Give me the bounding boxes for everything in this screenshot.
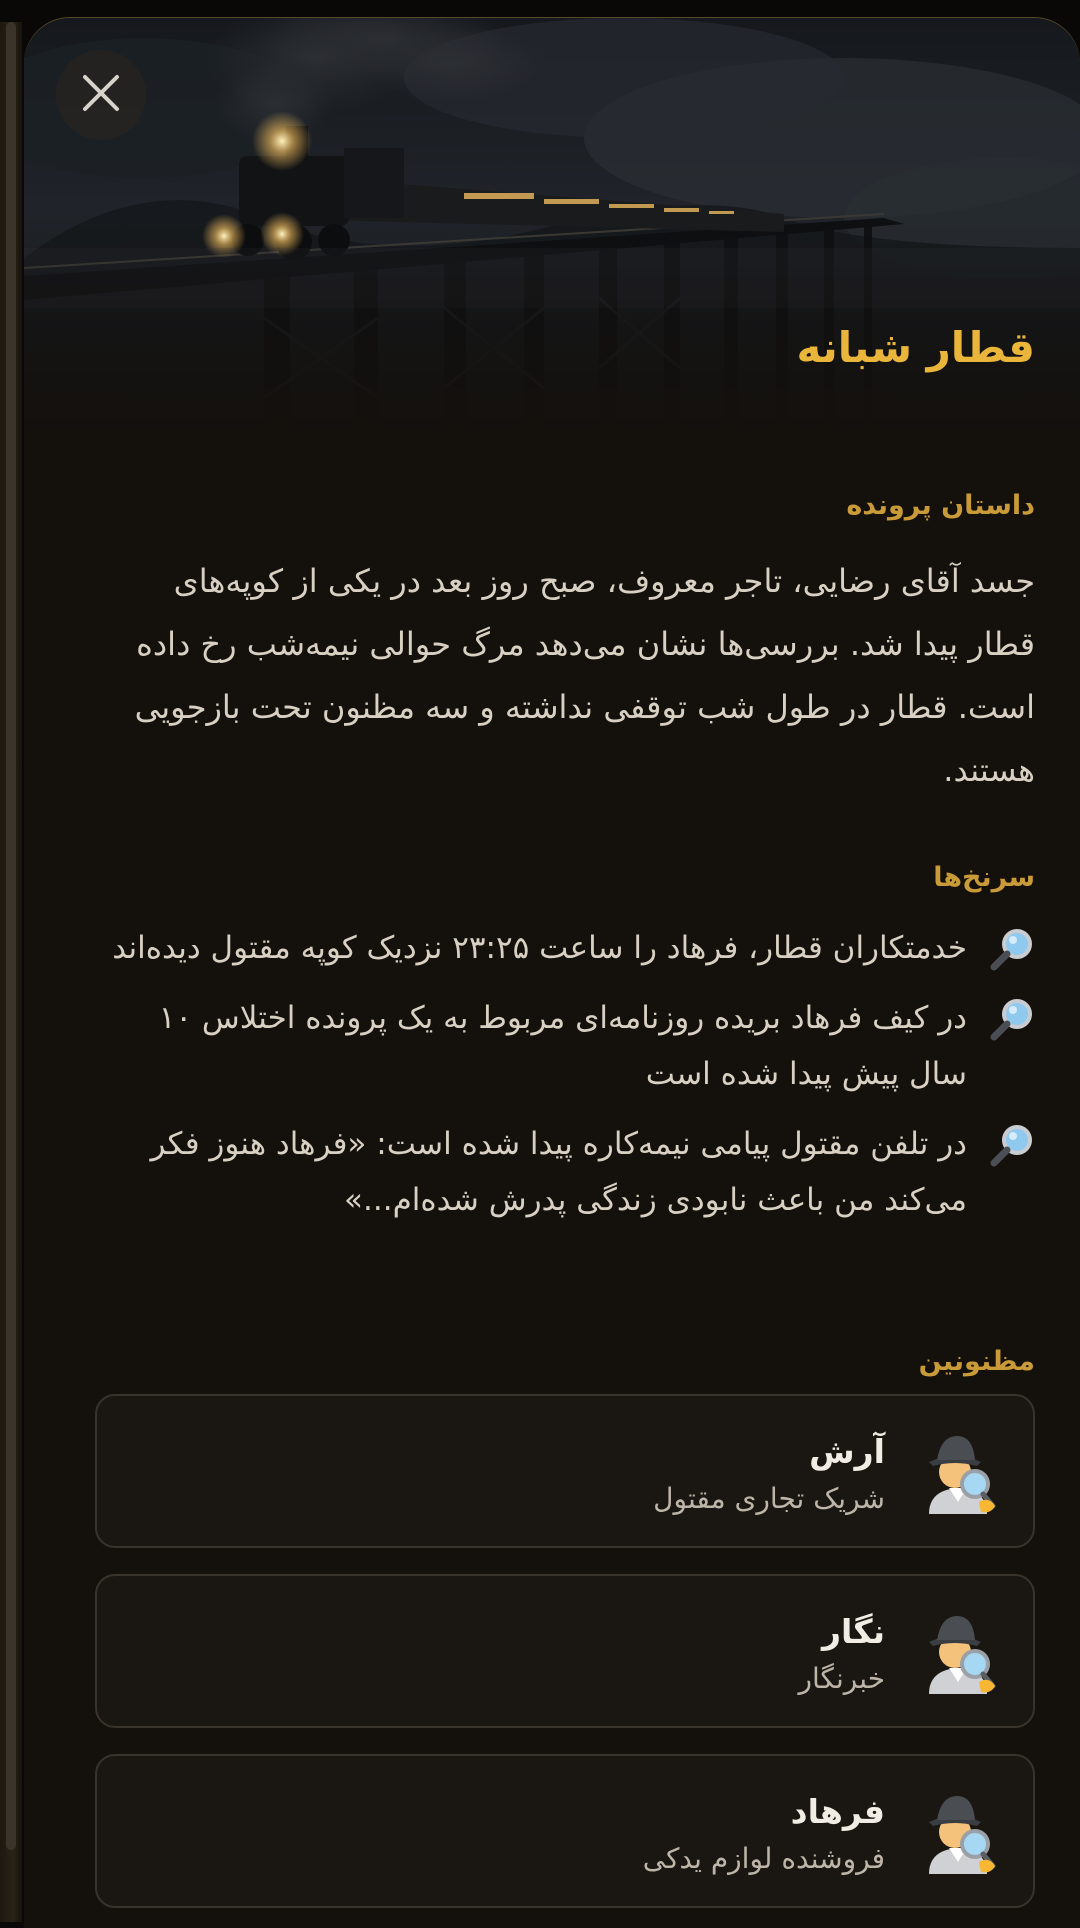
magnifier-icon	[989, 926, 1035, 976]
story-heading: داستان پرونده	[846, 490, 1035, 521]
suspect-role: شریک تجاری مقتول	[653, 1482, 885, 1515]
case-title: قطار شبانه	[796, 323, 1035, 372]
magnifier-icon	[989, 1122, 1035, 1172]
suspects-heading: مظنونین	[918, 1346, 1035, 1377]
suspect-name: فرهاد	[790, 1792, 885, 1831]
suspect-card-arash[interactable]	[95, 1394, 1035, 1548]
detective-icon	[919, 1612, 997, 1694]
hero-image-night-train	[24, 18, 1080, 438]
clue-text: خدمتکاران قطار، فرهاد را ساعت ۲۳:۲۵ نزدیک کوپه مقتول دیده‌اند	[112, 930, 967, 966]
detective-icon	[919, 1432, 997, 1514]
close-icon	[81, 73, 121, 117]
suspect-role: فروشنده لوازم یدکی	[642, 1842, 885, 1875]
suspect-name: نگار	[822, 1612, 885, 1651]
suspect-card-negar[interactable]	[95, 1574, 1035, 1728]
story-text: جسد آقای رضایی، تاجر معروف، صبح روز بعد در یکی از کوپه‌های قطار پیدا شد. بررسی‌ها نشان می‌دهد مرگ حوالی نیمه‌شب رخ داده است. قطار در طول شب توقفی نداشته و سه مظنون تحت بازجویی هستند.	[134, 562, 1035, 789]
clue-text: در کیف فرهاد بریده روزنامه‌ای مربوط به یک پرونده اختلاس ۱۰ سال پیش پیدا شده است	[158, 1000, 967, 1092]
clue-item	[100, 1116, 1035, 1228]
detective-icon	[919, 1792, 997, 1874]
clue-item	[100, 920, 1035, 976]
suspect-role: خبرنگار	[798, 1662, 885, 1695]
clues-heading: سرنخ‌ها	[933, 862, 1035, 893]
suspect-name: آرش	[809, 1432, 885, 1471]
clues-list	[100, 920, 1035, 1242]
page-scrollbar	[6, 22, 16, 1850]
case-detail-sheet	[24, 18, 1080, 1928]
suspect-card-farhad[interactable]	[95, 1754, 1035, 1908]
magnifier-icon	[989, 996, 1035, 1046]
clue-item	[100, 990, 1035, 1102]
underlying-page-edge	[0, 22, 22, 1922]
close-button[interactable]	[56, 50, 146, 140]
clue-text: در تلفن مقتول پیامی نیمه‌کاره پیدا شده است: «فرهاد هنوز فکر می‌کند من باعث نابودی زندگی پدرش شده‌ام...»	[150, 1126, 967, 1218]
